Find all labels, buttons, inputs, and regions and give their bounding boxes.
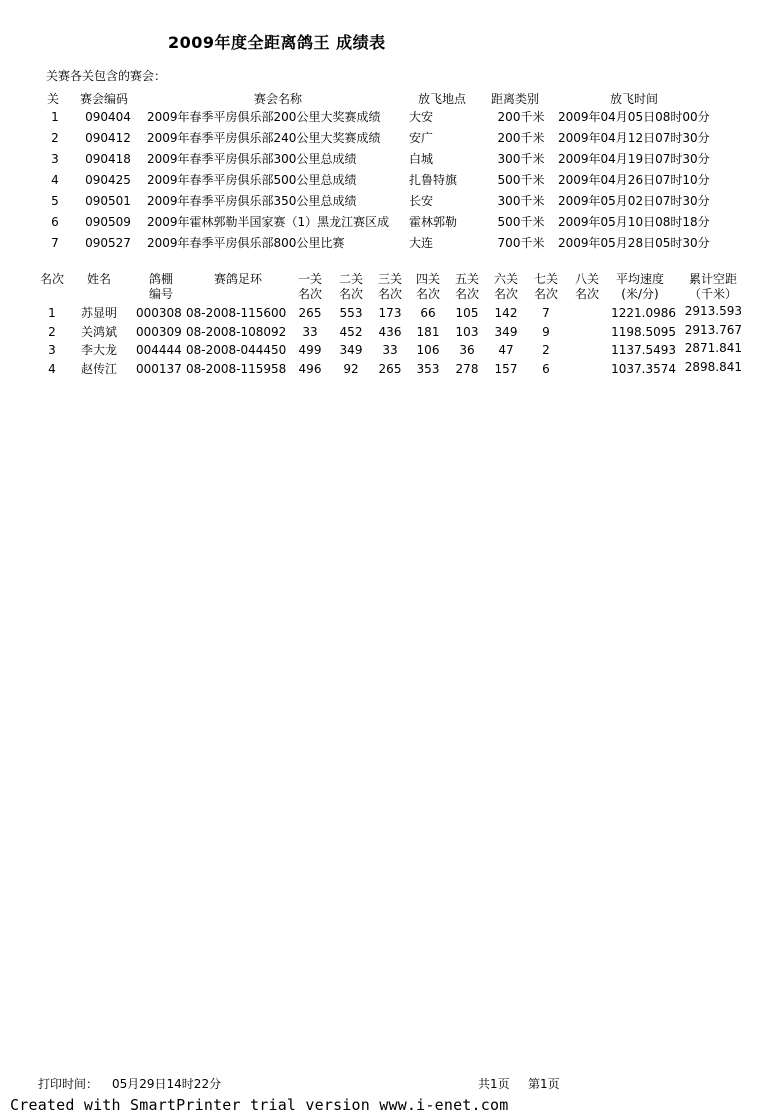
races-caption: 关赛各关包含的赛会：: [46, 69, 167, 83]
results-header-cell: 八关: [574, 272, 599, 286]
results-header-cell: 累计空距: [688, 272, 737, 286]
result-name-cell: 关鸿斌: [80, 324, 117, 339]
race-code-cell: 090418: [85, 152, 131, 166]
total-pages: 共1页: [478, 1077, 510, 1091]
result-r1-cell: 265: [298, 306, 322, 320]
result-speed-cell: 1221.0986: [611, 306, 676, 320]
result-rank-cell: 1: [48, 306, 56, 320]
race-no-cell: 1: [51, 110, 59, 124]
results-header-cell: 名次: [39, 272, 64, 286]
race-name-cell: 2009年春季平房俱乐部500公里总成绩: [147, 173, 357, 187]
result-name-cell: 赵传江: [80, 361, 117, 376]
result-r6-cell: 349: [494, 324, 518, 339]
race-place-cell: 安广: [409, 131, 434, 145]
result-r5-cell: 105: [455, 306, 479, 320]
race-dist-cell: 200千米: [497, 110, 545, 124]
race-code-cell: 090509: [85, 215, 131, 229]
race-place-cell: 大安: [409, 110, 434, 124]
results-header-subcell: 名次: [574, 287, 599, 301]
page-number: 第1页: [528, 1077, 560, 1091]
result-dist-cell: 2913.767: [684, 322, 742, 337]
result-name-cell: 苏显明: [80, 306, 117, 320]
result-loft-cell: 004444: [136, 343, 182, 357]
result-r7-cell: 9: [542, 324, 550, 339]
race-time-cell: 2009年05月10日08时18分: [558, 215, 710, 229]
race-code-cell: 090404: [85, 110, 131, 124]
result-ring-cell: 08-2008-108092: [186, 324, 287, 339]
results-header-subcell: 名次: [454, 287, 479, 301]
result-rank-cell: 2: [48, 324, 56, 339]
result-r6-cell: 47: [498, 343, 514, 357]
result-speed-cell: 1137.5493: [611, 343, 676, 357]
result-loft-cell: 000137: [136, 361, 182, 376]
result-loft-cell: 000308: [136, 306, 182, 320]
race-no-cell: 7: [51, 236, 59, 250]
result-r4-cell: 106: [416, 343, 440, 357]
races-header-cell: 距离类别: [491, 92, 540, 106]
result-r2-cell: 553: [339, 306, 363, 320]
results-header-subcell: 名次: [533, 287, 558, 301]
watermark-text: Created with SmartPrinter trial version www.i-enet.com: [10, 1096, 509, 1114]
race-place-cell: 白城: [409, 152, 434, 166]
result-r1-cell: 496: [298, 361, 322, 376]
results-header-subcell: 编号: [148, 287, 173, 301]
result-r7-cell: 2: [542, 343, 550, 357]
results-header-cell: 赛鸽足环: [213, 272, 262, 286]
result-rank-cell: 4: [48, 361, 56, 376]
race-time-cell: 2009年04月19日07时30分: [558, 152, 710, 166]
result-r6-cell: 142: [494, 306, 518, 320]
race-no-cell: 2: [51, 131, 59, 145]
result-name-cell: 李大龙: [80, 343, 117, 357]
results-header-subcell: 名次: [338, 287, 363, 301]
print-time: 05月29日14时22分: [112, 1077, 222, 1091]
result-dist-cell: 2871.841: [684, 341, 742, 355]
race-no-cell: 6: [51, 215, 59, 229]
result-r7-cell: 6: [542, 361, 550, 376]
race-name-cell: 2009年霍林郭勒半国家赛（1）黑龙江赛区成: [147, 215, 390, 229]
race-dist-cell: 300千米: [497, 152, 545, 166]
race-dist-cell: 500千米: [497, 173, 545, 187]
result-speed-cell: 1198.5095: [611, 324, 676, 339]
result-rank-cell: 3: [48, 343, 56, 357]
races-header-cell: 赛会名称: [253, 92, 302, 106]
result-r3-cell: 33: [382, 343, 398, 357]
results-header-subcell: 名次: [377, 287, 402, 301]
race-name-cell: 2009年春季平房俱乐部200公里大奖赛成绩: [147, 110, 381, 124]
race-name-cell: 2009年春季平房俱乐部800公里比赛: [147, 236, 345, 250]
result-r6-cell: 157: [494, 361, 518, 376]
race-place-cell: 扎鲁特旗: [409, 173, 458, 187]
results-header-subcell: （千米）: [688, 287, 737, 301]
results-header-subcell: 名次: [493, 287, 518, 301]
print-time-label: 打印时间：: [38, 1077, 99, 1091]
results-header-cell: 七关: [533, 272, 558, 286]
result-r4-cell: 181: [416, 324, 440, 339]
result-speed-cell: 1037.3574: [611, 361, 676, 376]
results-header-cell: 四关: [415, 272, 440, 286]
results-header-cell: 六关: [493, 272, 518, 286]
result-r3-cell: 173: [378, 306, 402, 320]
race-place-cell: 霍林郭勒: [409, 215, 458, 229]
results-header-cell: 二关: [338, 272, 363, 286]
race-time-cell: 2009年05月28日05时30分: [558, 236, 710, 250]
race-code-cell: 090527: [85, 236, 131, 250]
race-code-cell: 090501: [85, 194, 131, 208]
result-r1-cell: 33: [302, 324, 318, 339]
race-dist-cell: 300千米: [497, 194, 545, 208]
race-time-cell: 2009年05月02日07时30分: [558, 194, 710, 208]
race-place-cell: 大连: [409, 236, 434, 250]
races-header-cell: 赛会编码: [80, 92, 129, 106]
result-r3-cell: 436: [378, 324, 402, 339]
result-dist-cell: 2898.841: [684, 359, 742, 374]
result-r2-cell: 92: [343, 361, 359, 376]
race-time-cell: 2009年04月26日07时10分: [558, 173, 710, 187]
race-code-cell: 090412: [85, 131, 131, 145]
races-header-cell: 放飞时间: [610, 92, 659, 106]
result-dist-cell: 2913.593: [684, 304, 742, 318]
race-place-cell: 长安: [409, 194, 434, 208]
race-dist-cell: 700千米: [497, 236, 545, 250]
results-header-cell: 姓名: [86, 272, 111, 286]
race-no-cell: 5: [51, 194, 59, 208]
results-header-cell: 鸽棚: [148, 272, 173, 286]
result-r5-cell: 103: [455, 324, 479, 339]
page-title: 2009年度全距离鸽王 成绩表: [168, 33, 386, 52]
race-code-cell: 090425: [85, 173, 131, 187]
results-header-subcell: 名次: [415, 287, 440, 301]
result-r5-cell: 36: [459, 343, 475, 357]
result-r7-cell: 7: [542, 306, 550, 320]
results-header-subcell: (米/分): [621, 287, 659, 301]
results-header-cell: 平均速度: [615, 272, 664, 286]
race-time-cell: 2009年04月12日07时30分: [558, 131, 710, 145]
result-r2-cell: 349: [339, 343, 363, 357]
result-r1-cell: 499: [298, 343, 322, 357]
race-name-cell: 2009年春季平房俱乐部300公里总成绩: [147, 152, 357, 166]
race-dist-cell: 200千米: [497, 131, 545, 145]
result-r4-cell: 353: [416, 361, 440, 376]
result-loft-cell: 000309: [136, 324, 182, 339]
race-no-cell: 3: [51, 152, 59, 166]
results-header-cell: 一关: [297, 272, 322, 286]
race-name-cell: 2009年春季平房俱乐部240公里大奖赛成绩: [147, 131, 381, 145]
race-dist-cell: 500千米: [497, 215, 545, 229]
races-header-cell: 放飞地点: [418, 92, 467, 106]
result-r4-cell: 66: [420, 306, 436, 320]
race-time-cell: 2009年04月05日08时00分: [558, 110, 710, 124]
results-header-cell: 五关: [454, 272, 479, 286]
race-no-cell: 4: [51, 173, 59, 187]
race-name-cell: 2009年春季平房俱乐部350公里总成绩: [147, 194, 357, 208]
result-ring-cell: 08-2008-115958: [186, 361, 287, 376]
result-ring-cell: 08-2008-044450: [186, 343, 287, 357]
result-r2-cell: 452: [339, 324, 363, 339]
result-r5-cell: 278: [455, 361, 479, 376]
races-header-cell: 关: [47, 92, 60, 106]
result-r3-cell: 265: [378, 361, 402, 376]
results-header-subcell: 名次: [297, 287, 322, 301]
results-header-cell: 三关: [377, 272, 402, 286]
result-ring-cell: 08-2008-115600: [186, 306, 287, 320]
